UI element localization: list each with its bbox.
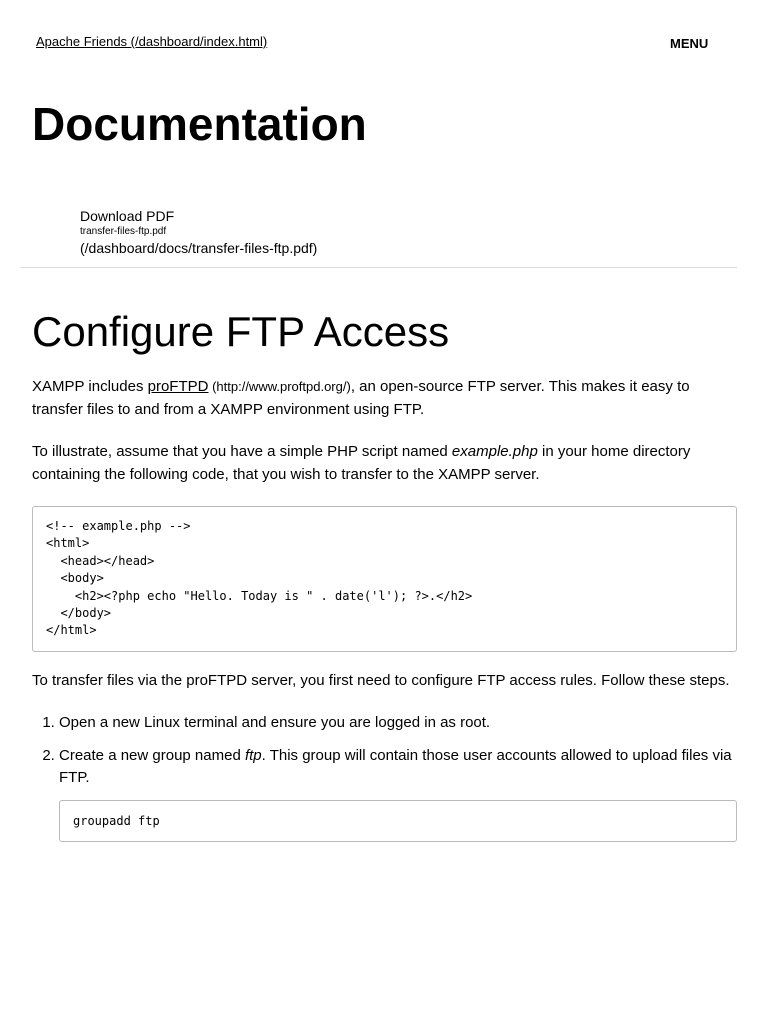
- top-bar: [0, 0, 768, 80]
- pdf-path: (/dashboard/docs/transfer-files-ftp.pdf): [80, 240, 318, 256]
- group-name: ftp: [244, 746, 262, 764]
- proftpd-link[interactable]: proFTPD: [147, 378, 209, 395]
- code-block-groupadd: [59, 800, 737, 842]
- example-paragraph: To illustrate, assume that you have a simple PHP script named example.php in your home directory containing the following code, that you wish to transfer to the XAMPP server.: [32, 443, 691, 483]
- divider: [20, 267, 737, 268]
- step-item: 2. Create a new group named ftp. This group will contain those user accounts allowed to upload files via FTP. groupadd ftp: [59, 745, 764, 842]
- transfer-paragraph: To transfer files via the proFTPD server, you first need to configure FTP access rules. Follow these steps.: [32, 672, 730, 689]
- intro-paragraph: XAMPP includes proFTPD (http://www.proftpd.org/), an open-source FTP server. This makes it easy to transfer files to and from a XAMPP environment using FTP.: [32, 378, 690, 418]
- step-item: 1. Open a new Linux terminal and ensure you are logged in as root.: [59, 712, 764, 735]
- apache-friends-link[interactable]: Apache Friends (/dashboard/index.html): [36, 34, 268, 49]
- proftpd-url: (http://www.proftpd.org/): [208, 379, 351, 394]
- article-heading: Configure FTP Access: [32, 308, 450, 355]
- download-pdf-label: Download PDF: [80, 208, 175, 224]
- download-pdf-link[interactable]: [80, 207, 317, 257]
- menu-button[interactable]: MENU: [670, 36, 709, 51]
- steps-list: [32, 712, 764, 852]
- code-block-example: [32, 506, 737, 652]
- code-example-text: <!-- example.php --> <html> <head></head> <body> <h2><?php echo "Hello. Today is " . date('l'); ?>.</h2> </body> </html>: [46, 519, 473, 638]
- pdf-filename: transfer-files-ftp.pdf: [80, 226, 167, 237]
- example-filename: example.php: [451, 443, 538, 460]
- code-groupadd-text: groupadd ftp: [73, 813, 160, 828]
- page-title: Documentation: [32, 98, 367, 150]
